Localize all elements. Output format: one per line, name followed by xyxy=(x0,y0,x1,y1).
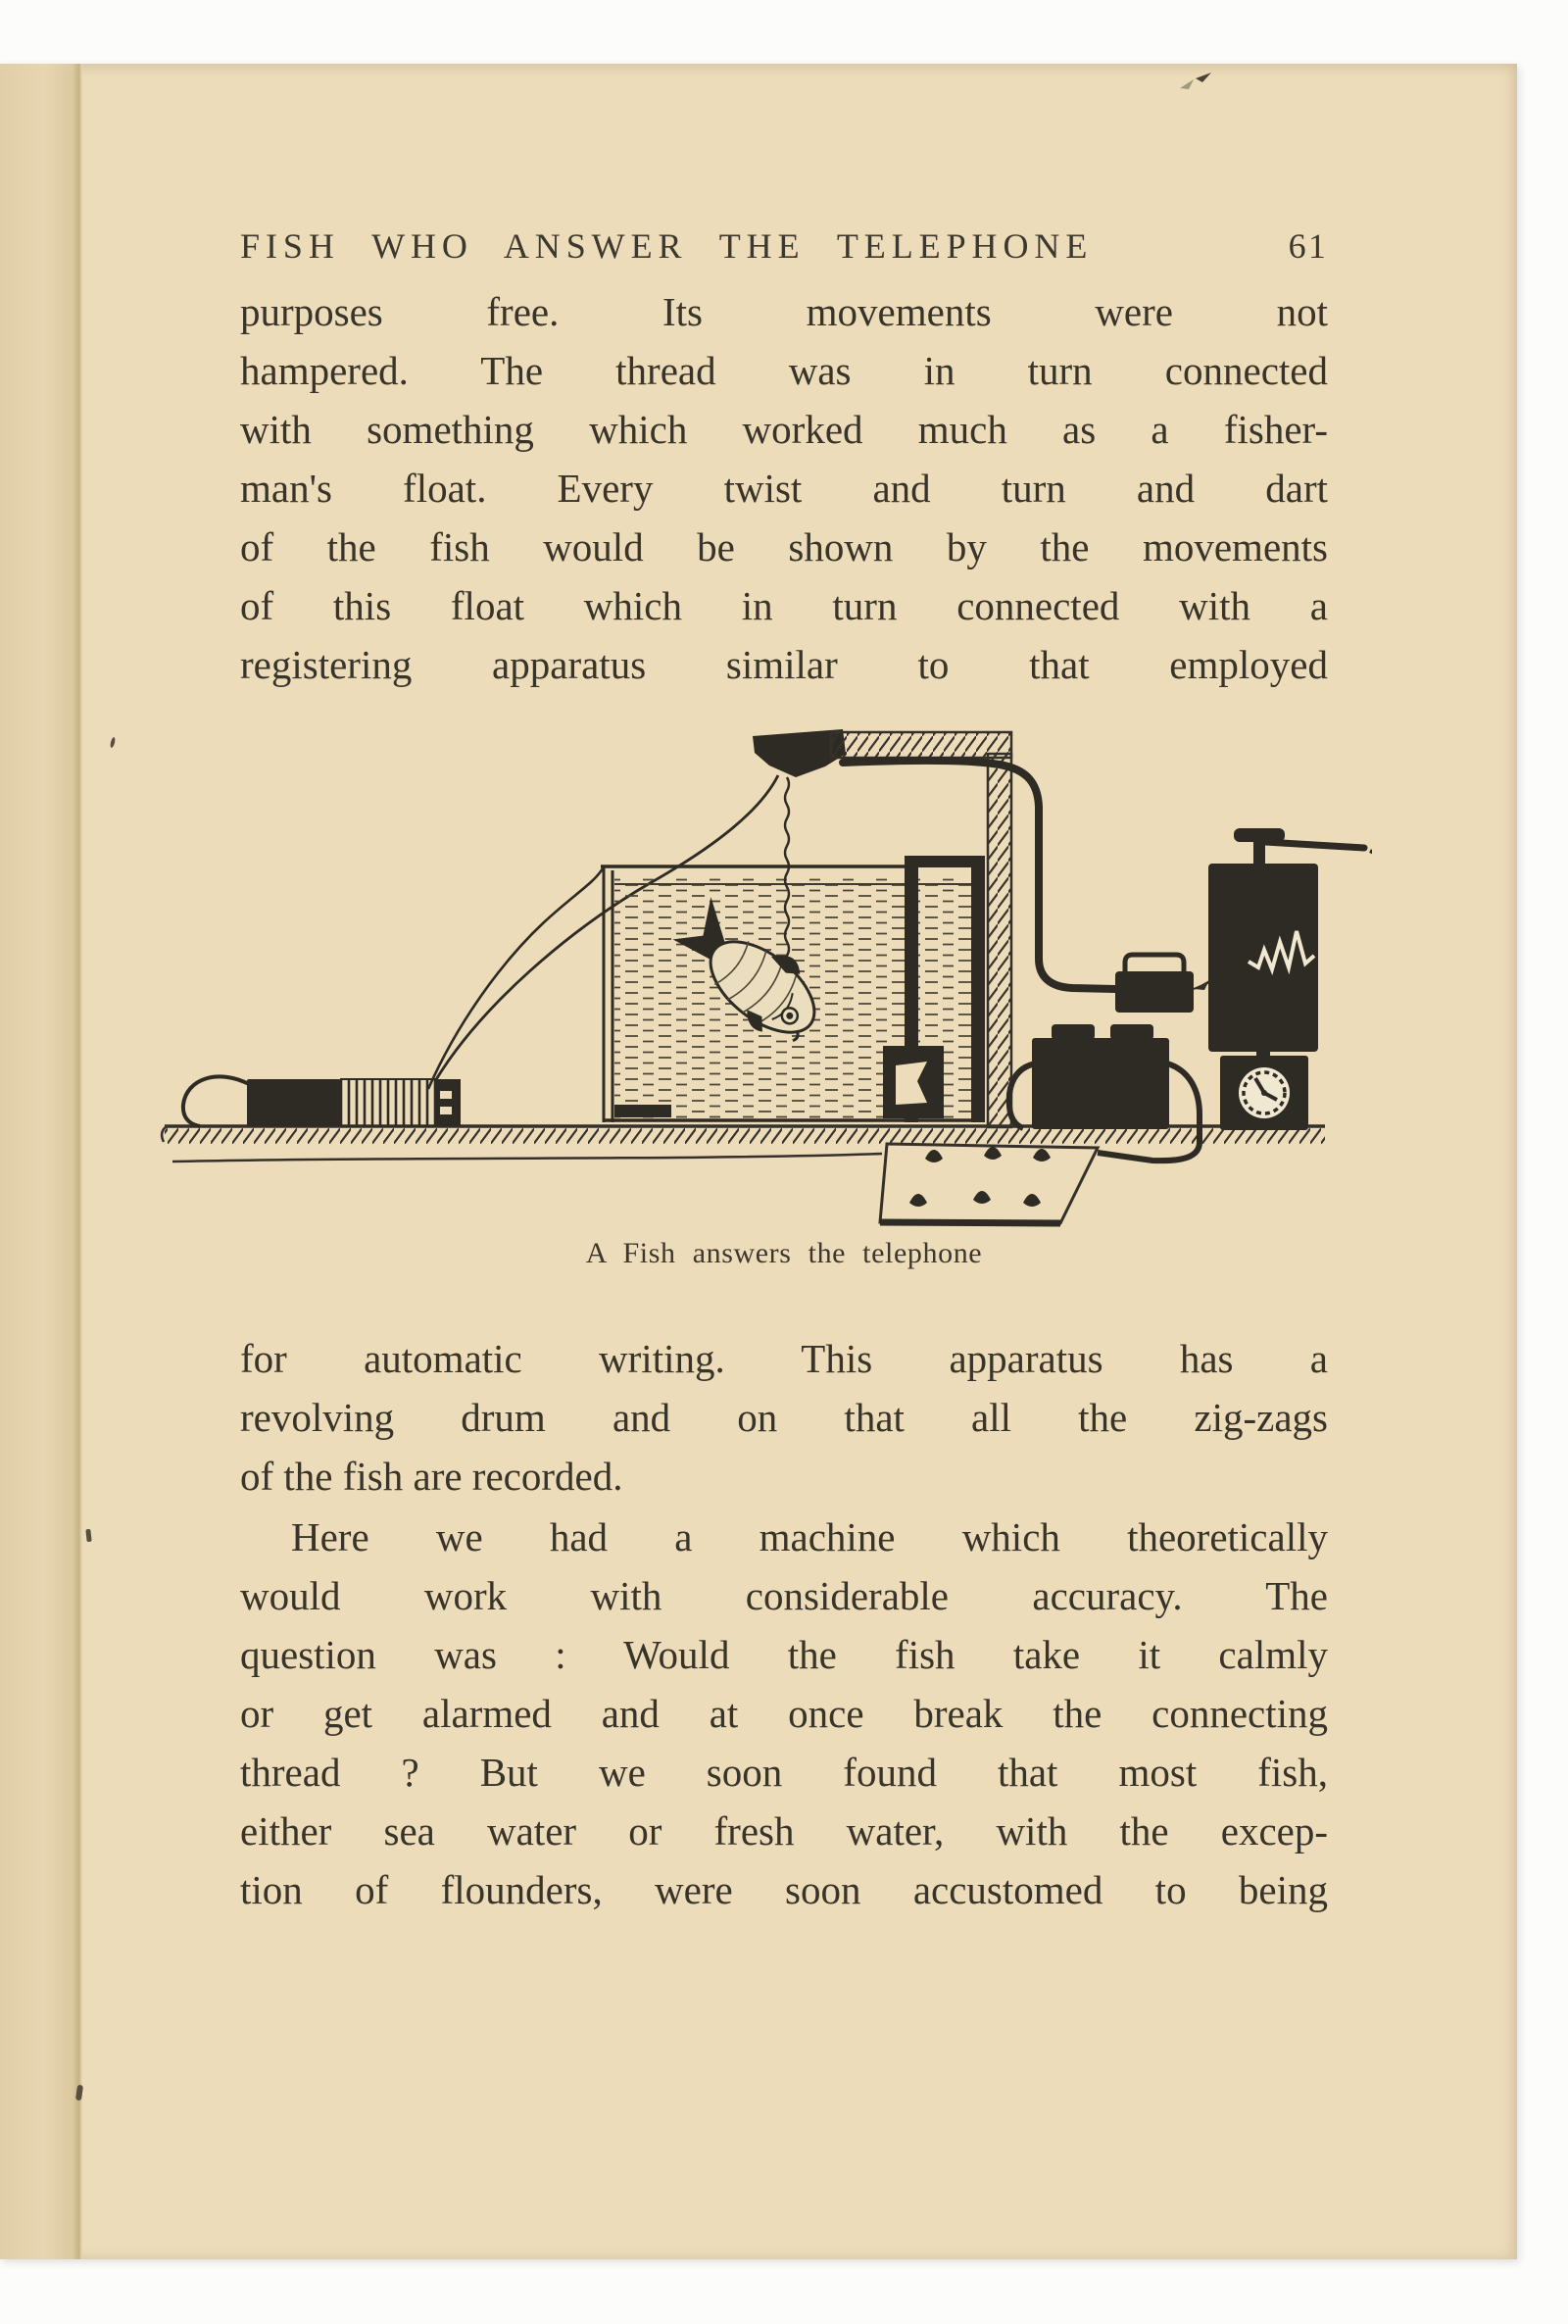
text-line: purposes free. Its movements were not xyxy=(240,289,1328,334)
clock xyxy=(1220,1056,1308,1130)
text-line: man's float. Every twist and turn and dart xyxy=(240,466,1328,511)
recording-drum xyxy=(1208,828,1372,1060)
text-line: thread ? But we soon found that most fish, xyxy=(240,1750,1328,1795)
text-line: for automatic writing. This apparatus has a xyxy=(240,1336,1328,1381)
ground-wire xyxy=(172,1154,882,1162)
induction-coil xyxy=(183,1076,461,1126)
text-line: registering apparatus similar to that employed xyxy=(240,642,1328,687)
text-line: of this float which in turn connected with a xyxy=(240,583,1328,628)
fish-telephone-illustration xyxy=(157,720,1372,1240)
wire-to-tank xyxy=(428,868,603,1089)
figure-caption xyxy=(240,1237,1328,1270)
paragraph-1 xyxy=(240,282,1328,694)
text-line: tion of flounders, were soon accustomed to being xyxy=(240,1867,1328,1912)
tank-electrode xyxy=(883,1046,944,1118)
text-line: would work with considerable accuracy. The xyxy=(240,1573,1328,1618)
page-number: 61 xyxy=(1288,226,1328,266)
text-line: question was : Would the fish take it calmly xyxy=(240,1632,1328,1677)
text-line: of the fish are recorded. xyxy=(240,1454,623,1499)
running-header xyxy=(240,225,1328,267)
coil-wire-hook xyxy=(183,1076,251,1126)
running-header-title: FISH WHO ANSWER THE TELEPHONE xyxy=(240,226,1094,266)
text-line: or get alarmed and at once break the connecting xyxy=(240,1691,1328,1736)
contact-plate xyxy=(880,1144,1098,1223)
text-line: revolving drum and on that all the zig-zags xyxy=(240,1395,1328,1440)
text-line: Here we had a machine which theoretically xyxy=(291,1514,1328,1559)
text-line: hampered. The thread was in turn connected xyxy=(240,348,1328,393)
text-line: either sea water or fresh water, with the excep- xyxy=(240,1808,1328,1854)
relay xyxy=(1115,955,1194,1013)
book-page xyxy=(0,64,1517,2259)
plate-studs xyxy=(909,1147,1051,1207)
paragraph-2 xyxy=(240,1329,1328,1506)
battery-wire-left xyxy=(1009,1063,1036,1128)
figure-caption-text: A Fish answers the telephone xyxy=(585,1237,983,1269)
text-line: with something which worked much as a fisher- xyxy=(240,407,1328,452)
drum-rod xyxy=(1265,842,1364,848)
text-line: of the fish would be shown by the movements xyxy=(240,524,1328,569)
overhead-bar xyxy=(831,732,1011,758)
paragraph-3 xyxy=(240,1508,1328,1919)
support-post xyxy=(988,754,1011,1127)
